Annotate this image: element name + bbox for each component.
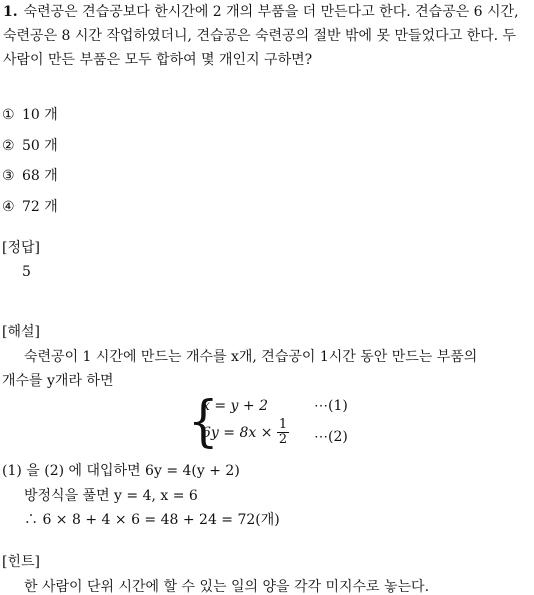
answer-value: 5	[22, 264, 31, 280]
option-mark: ①	[2, 107, 15, 123]
question-text: 숙련공은 견습공보다 한시간에 2 개의 부품을 더 만든다고 한다. 견습공은 6 시간, 숙련공은 8 시간 작업하였더니, 견습공은 숙련공의 절반 밖에 못 만들었다고 한다. 두 사람이 만든 부품은 모두 합하여 몇 개인지 구하면?	[3, 4, 519, 68]
option-mark: ③	[2, 168, 15, 184]
equation-2-tag: ⋯(2)	[314, 429, 348, 445]
equation-brace: {	[188, 389, 219, 454]
option-3[interactable]	[2, 169, 58, 183]
explanation-line-1: 숙련공이 1 시간에 만드는 개수를 x개, 견습공이 1시간 동안 만드는 부품의	[24, 349, 478, 365]
explanation-line-3: (1) 을 (2) 에 대입하면 6y = 4(y + 2)	[2, 463, 240, 479]
equation-1	[202, 398, 348, 414]
option-1[interactable]	[2, 108, 58, 122]
hint-text: 한 사람이 단위 시간에 할 수 있는 일의 양을 각각 미지수로 놓는다.	[24, 579, 430, 595]
equation-2-body: 6y = 8x ×	[202, 424, 273, 441]
equation-1-body: x = y + 2	[202, 398, 268, 414]
option-text: 72 개	[22, 199, 58, 215]
option-text: 50 개	[22, 138, 58, 154]
explanation-line-2: 개수를 y개라 하면	[2, 373, 114, 389]
equation-2	[202, 417, 348, 448]
option-mark: ②	[2, 138, 15, 154]
fraction-numerator: 1	[278, 417, 288, 432]
option-2[interactable]	[2, 139, 58, 153]
option-text: 10 개	[22, 107, 58, 123]
option-mark: ④	[2, 199, 15, 215]
explanation-line-4: 방정식을 풀면 y = 4, x = 6	[24, 488, 198, 504]
question-number: 1.	[3, 4, 18, 20]
fraction-denominator: 2	[278, 432, 288, 448]
equation-1-tag: ⋯(1)	[314, 398, 348, 414]
question	[3, 0, 531, 72]
equation-2-fraction	[277, 418, 289, 448]
explanation-label: [해설]	[2, 324, 40, 340]
option-4[interactable]	[2, 200, 58, 214]
answer-label: [정답]	[2, 240, 40, 256]
option-text: 68 개	[22, 168, 58, 184]
explanation-line-5: ∴ 6 × 8 + 4 × 6 = 48 + 24 = 72(개)	[24, 512, 280, 528]
hint-label: [힌트]	[2, 554, 40, 570]
